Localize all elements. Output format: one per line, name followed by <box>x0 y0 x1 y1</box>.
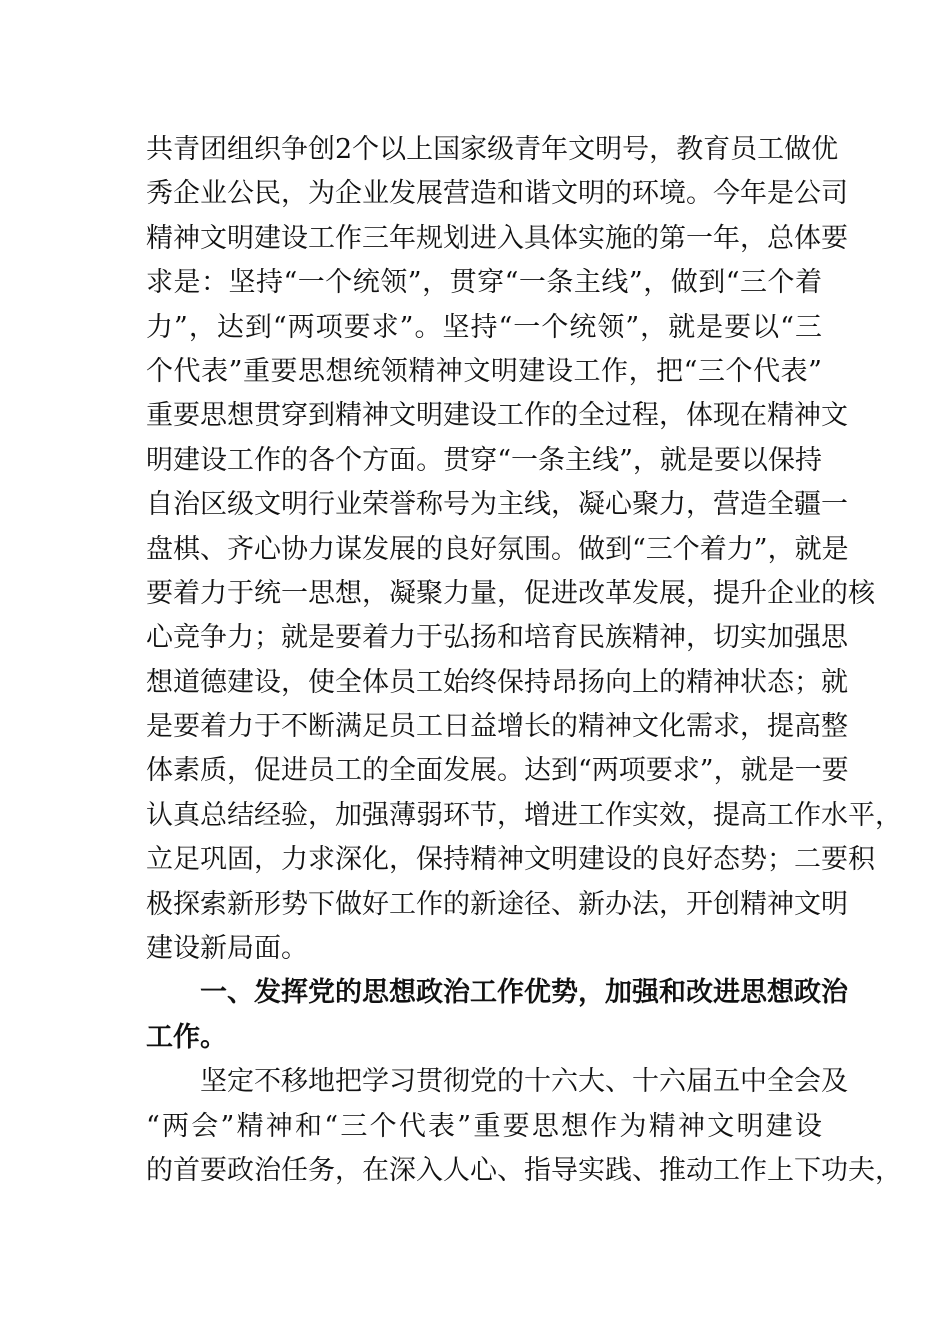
text-line: 立足巩固，力求深化，保持精神文明建设的良好态势；二要积 <box>146 844 875 876</box>
text-line: 自治区级文明行业荣誉称号为主线，凝心聚力，营造全疆一 <box>146 489 848 521</box>
text-line: 坚定不移地把学习贯彻党的十六大、十六届五中全会及 <box>200 1066 848 1098</box>
paragraph-intro <box>146 128 902 971</box>
document-body <box>146 128 902 1193</box>
section-heading <box>146 971 848 1060</box>
paragraph-section-body <box>146 1060 902 1193</box>
text-line: 体素质，促进员工的全面发展。达到“两项要求”，就是一要 <box>146 755 849 787</box>
text-line: 的首要政治任务，在深入人心、指导实践、推动工作上下功夫， <box>146 1154 902 1186</box>
text-line: 秀企业公民，为企业发展营造和谐文明的环境。今年是公司 <box>146 178 848 210</box>
heading-line: 一、发挥党的思想政治工作优势，加强和改进思想政治 <box>200 977 848 1009</box>
text-line: 要着力于统一思想，凝聚力量，促进改革发展，提升企业的核 <box>146 577 875 609</box>
text-line: 共青团组织争创2个以上国家级青年文明号，教育员工做优 <box>146 134 839 165</box>
text-line: 极探索新形势下做好工作的新途径、新办法，开创精神文明 <box>146 888 848 920</box>
text-line: 精神文明建设工作三年规划进入具体实施的第一年，总体要 <box>146 222 848 254</box>
text-line: 是要着力于不断满足员工日益增长的精神文化需求，提高整 <box>146 711 848 743</box>
text-line: 力”，达到“两项要求”。坚持“一个统领”，就是要以“三 <box>146 311 822 343</box>
text-line: 认真总结经验，加强薄弱环节，增进工作实效，提高工作水平， <box>146 799 902 831</box>
text-line: 求是：坚持“一个统领”，贯穿“一条主线”，做到“三个着 <box>146 267 822 299</box>
heading-line: 工作。 <box>146 1021 227 1053</box>
text-line: 建设新局面。 <box>146 933 308 965</box>
text-line: 明建设工作的各个方面。贯穿“一条主线”，就是要以保持 <box>146 444 822 476</box>
text-line: 重要思想贯穿到精神文明建设工作的全过程，体现在精神文 <box>146 400 848 432</box>
text-line: 心竞争力；就是要着力于弘扬和培育民族精神，切实加强思 <box>146 622 848 654</box>
text-line: “两会”精神和“三个代表”重要思想作为精神文明建设 <box>146 1110 822 1142</box>
text-line: 个代表”重要思想统领精神文明建设工作，把“三个代表” <box>146 355 822 387</box>
text-line: 盘棋、齐心协力谋发展的良好氛围。做到“三个着力”，就是 <box>146 533 849 565</box>
text-line: 想道德建设，使全体员工始终保持昂扬向上的精神状态；就 <box>146 666 848 698</box>
